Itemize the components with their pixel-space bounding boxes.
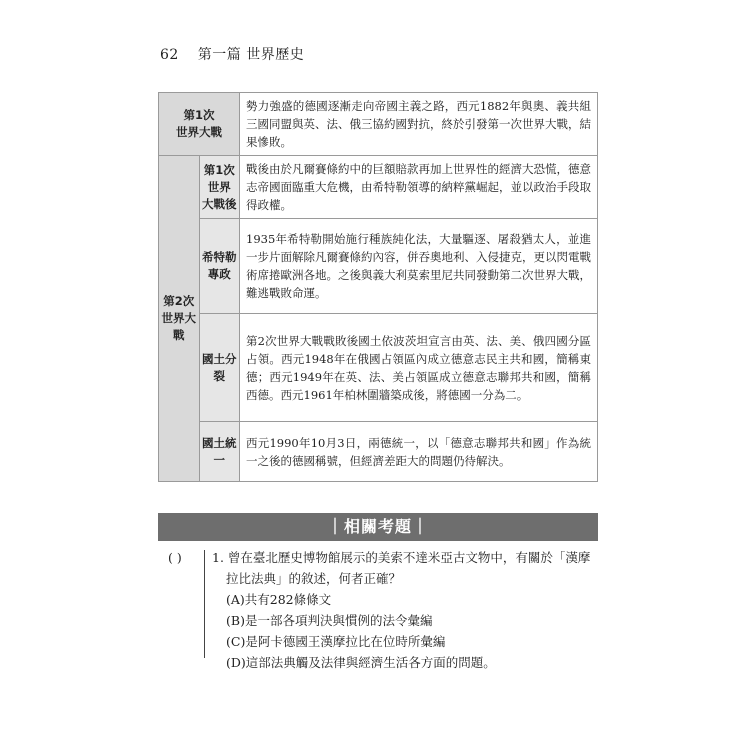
option-c: (C)是阿卡德國王漢摩拉比在位時所彙編 (226, 634, 446, 649)
page-header (160, 44, 304, 64)
question-stem (212, 547, 592, 589)
table-row (159, 219, 598, 314)
option-d: (D)這部法典觸及法律與經濟生活各方面的問題。 (226, 655, 496, 670)
history-table (158, 92, 598, 482)
option-b: (B)是一部各項判決與慣例的法令彙編 (226, 613, 433, 628)
sub-label-line: 第1次世界 (203, 162, 235, 194)
table-row (159, 156, 598, 219)
table-row (159, 93, 598, 156)
era-label-line: 世界大戰 (176, 125, 222, 139)
sub-label-line: 大戰後 (202, 196, 237, 211)
sub-period-label: 希特勒專政 (199, 219, 240, 314)
page-number: 62 (160, 47, 179, 63)
option-a: (A)共有282條條文 (226, 592, 332, 607)
answer-bracket[interactable]: ( ) (168, 550, 182, 565)
divider (204, 550, 205, 658)
sub-period-description: 第2次世界大戰戰敗後國土依波茨坦宣言由英、法、美、俄四國分區占領。西元1948年在俄國占領區內成立德意志民主共和國，簡稱東德；西元1949年在英、法、美占領區成立德意志聯邦共和國，簡稱西德。西元1961年柏林圍牆築成後，將德國一分為二。 (240, 314, 598, 422)
era-label-ww2 (159, 156, 200, 482)
era-description: 勢力強盛的德國逐漸走向帝國主義之路，西元1882年與奧、義共組三國同盟與英、法、俄三協約國對抗，終於引發第一次世界大戰，結果慘敗。 (240, 93, 598, 156)
table-row (159, 314, 598, 422)
era-label-line: 第1次 (183, 108, 215, 122)
sub-period-description: 1935年希特勒開始施行種族純化法，大量驅逐、屠殺猶太人，並進一步片面解除凡爾賽條約內容，併吞奧地利、入侵捷克，更以閃電戰術席捲歐洲各地。之後與義大利莫索里尼共同發動第二次世界大戰，難逃戰敗命運。 (240, 219, 598, 314)
table-row (159, 422, 598, 482)
sub-period-description: 西元1990年10月3日，兩德統一，以「德意志聯邦共和國」作為統一之後的德國稱號，但經濟差距大的問題仍待解決。 (240, 422, 598, 482)
sub-period-label: 國土分裂 (199, 314, 240, 422)
era-label-line: 世界大戰 (161, 311, 196, 342)
question-body (212, 547, 592, 673)
question-stem-line: 1. 曾在臺北歷史博物館展示的美索不達米亞古文物中，有關於「漢摩 (212, 550, 591, 565)
sub-period-description: 戰後由於凡爾賽條約中的巨額賠款再加上世界性的經濟大恐慌，德意志帝國面臨重大危機，由希特勒領導的納粹黨崛起，並以政治手段取得政權。 (240, 156, 598, 219)
chapter-title: 第一篇 世界歷史 (197, 47, 305, 63)
section-heading: ｜相關考題｜ (158, 513, 598, 541)
sub-period-label: 國土統一 (199, 422, 240, 482)
question-stem-line: 拉比法典」的敘述，何者正確？ (226, 571, 402, 586)
era-label-ww1 (159, 93, 240, 156)
era-label-line: 第2次 (163, 294, 195, 308)
sub-period-label (199, 156, 240, 219)
